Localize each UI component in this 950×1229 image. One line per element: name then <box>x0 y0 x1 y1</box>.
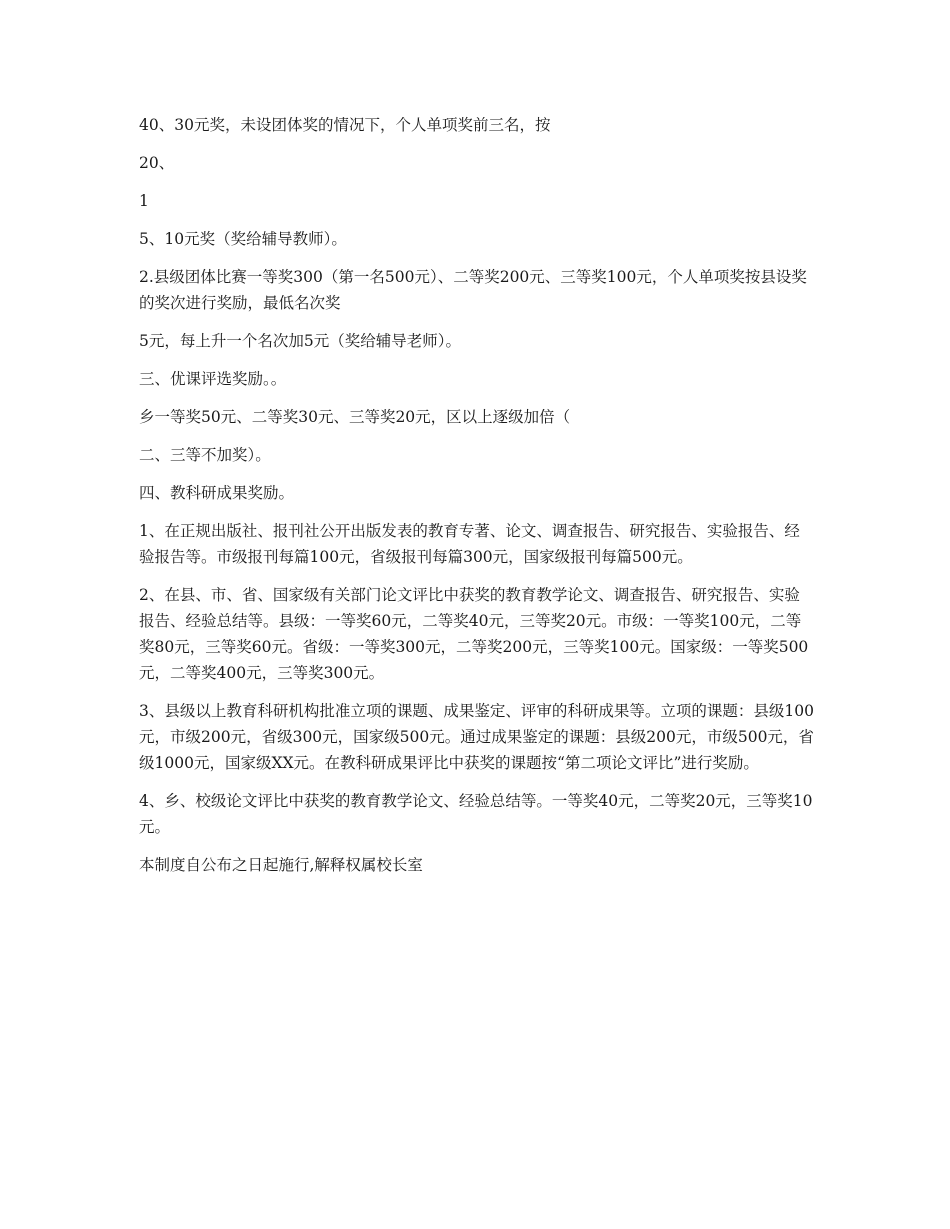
paragraph-prize-top-three: 40、30元奖，未设团体奖的情况下，个人单项奖前三名，按 <box>139 116 551 134</box>
paragraph-research-item-1: 1、在正规出版社、报刊社公开出版发表的教育专著、论文、调查报告、研究报告、实验报告、经验报告等。市级报刊每篇100元，省级报刊每篇300元，国家级报刊每篇500元。 <box>139 522 800 566</box>
paragraph-township-prizes: 乡一等奖50元、二等奖30元、三等奖20元，区以上逐级加倍（ <box>139 408 571 426</box>
paragraph-no-extra-prize: 二、三等不加奖）。 <box>139 446 271 464</box>
paragraph-fragment-1: 1 <box>139 192 149 210</box>
paragraph-effective-clause: 本制度自公布之日起施行,解释权属校长室 <box>139 856 423 874</box>
paragraph-research-item-3: 3、县级以上教育科研机构批准立项的课题、成果鉴定、评审的科研成果等。立项的课题：县级100元，市级200元，省级300元，国家级500元。通过成果鉴定的课题：县级200元，市级500元，省级1000元，国家级XX元。在教科研成果评比中获奖的课题按“第二项论文评比”进行奖励。 <box>139 702 814 772</box>
paragraph-rank-increment: 5元，每上升一个名次加5元（奖给辅导老师）。 <box>139 332 461 350</box>
section-heading-research-awards: 四、教科研成果奖励。 <box>139 484 295 502</box>
paragraph-research-item-2: 2、在县、市、省、国家级有关部门论文评比中获奖的教育教学论文、调查报告、研究报告、实验报告、经验总结等。县级：一等奖60元，二等奖40元，三等奖20元。市级：一等奖100元，二等奖80元，三等奖60元。省级：一等奖300元，二等奖200元，三等奖100元。国家级：一等奖500元，二等奖400元，三等奖300元。 <box>139 586 809 682</box>
section-heading-excellent-lesson: 三、优课评选奖励。。 <box>139 370 287 388</box>
paragraph-research-item-4: 4、乡、校级论文评比中获奖的教育教学论文、经验总结等。一等奖40元，二等奖20元，三等奖10元。 <box>139 792 813 836</box>
paragraph-fragment-20: 20、 <box>139 154 175 172</box>
paragraph-tutor-prize: 5、10元奖（奖给辅导教师）。 <box>139 230 347 248</box>
document-body <box>139 112 815 878</box>
paragraph-county-team-competition: 2.县级团体比赛一等奖300（第一名500元）、二等奖200元、三等奖100元，个人单项奖按县设奖的奖次进行奖励，最低名次奖 <box>139 268 807 312</box>
